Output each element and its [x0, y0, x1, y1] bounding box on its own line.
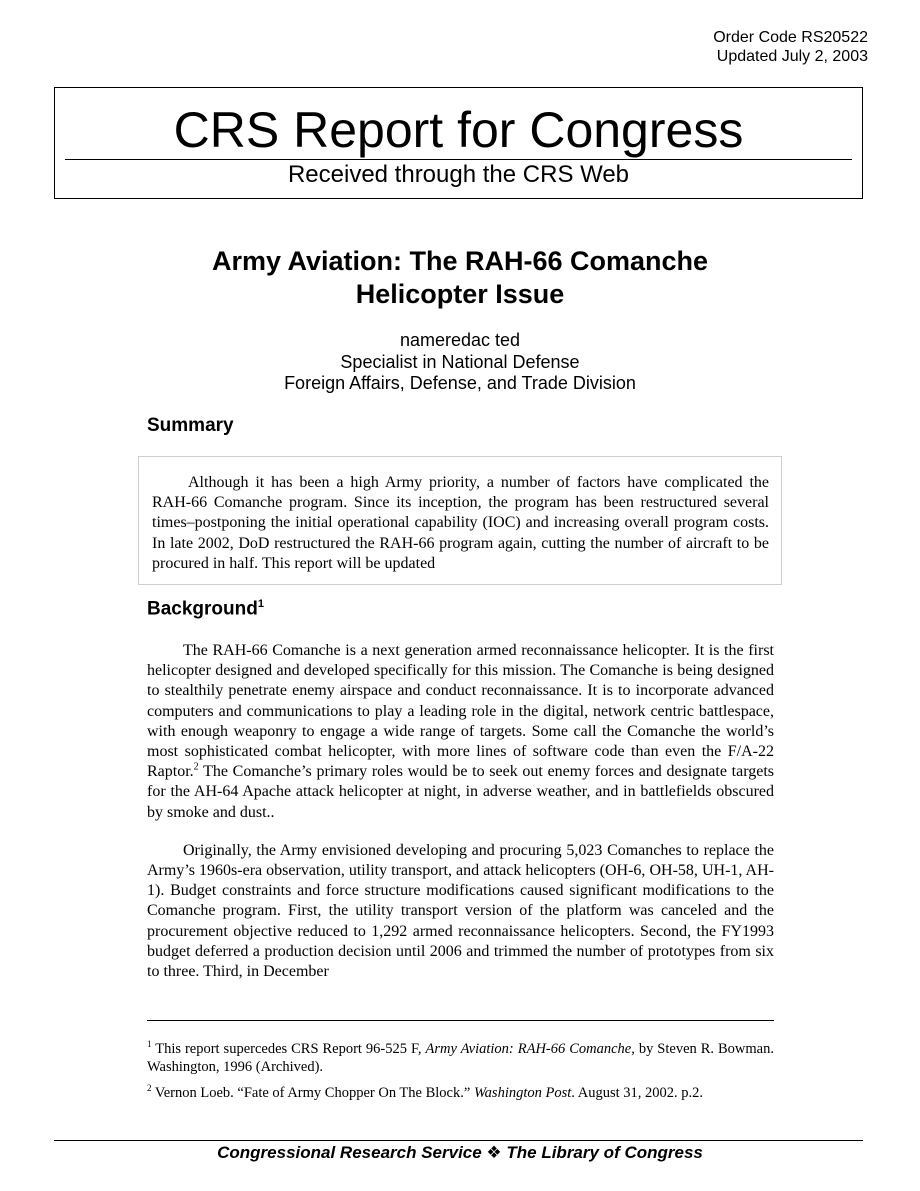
report-subtitle: Received through the CRS Web: [287, 161, 630, 188]
footnote-2-text: Vernon Loeb. “Fate of Army Chopper On The Block.”: [151, 1085, 474, 1101]
footnote-2-number: 2: [147, 1083, 152, 1094]
footnote-ref-1[interactable]: 1: [257, 598, 264, 610]
footnote-1-number: 1: [147, 1039, 152, 1050]
footnote-ref-2[interactable]: 2: [193, 761, 199, 773]
document-title-line-1: Army Aviation: The RAH-66 Comanche: [211, 246, 709, 276]
footnote-2: [147, 1084, 774, 1102]
report-header-box: [54, 87, 863, 199]
footnote-1-text-cont: , by Steven R. Bowman. Washington, 1996 (Archived).: [147, 1041, 774, 1075]
background-p1-text: The RAH-66 Comanche is a next generation armed reconnaissance helicopter. It is the first helicopter designed and developed specifically for this mission. The Comanche is being designed to stealthily penetrate enemy airspace and conduct reconnaissance. It is to incorporate advanced computers and communications to play a leading role in the digital, network centric battlespace, with enough weaponry to engage a wide range of targets. Some call the Comanche the world’s most sophisticated combat helicopter, with more lines of software code than even the F/A-22 Raptor.: [147, 642, 774, 781]
summary-heading: Summary: [147, 415, 234, 436]
background-heading-text: Background: [147, 598, 258, 620]
background-paragraph-1: [147, 641, 774, 823]
background-heading: [147, 598, 264, 620]
footer-divider: [54, 1140, 863, 1141]
updated-date: Updated July 2, 2003: [716, 48, 868, 65]
footnotes: [147, 1040, 774, 1110]
footnote-2-source: Washington Post: [473, 1085, 572, 1101]
author-role: Specialist in National Defense: [340, 351, 580, 372]
author-block: [0, 330, 920, 395]
summary-box: [138, 456, 782, 585]
document-title: [0, 245, 920, 311]
report-title: CRS Report for Congress: [173, 102, 744, 158]
background-p1-text-cont: The Comanche’s primary roles would be to seek out enemy forces and designate targets for the AH-64 Apache attack helicopter at night, in adverse weather, and in battlefields obscured by smoke and dust..: [147, 763, 774, 821]
summary-text: Although it has been a high Army priority, a number of factors have complicated the RAH-66 Comanche program. Since its inception, the program has been restructured several times–postponing the initial operational capability (IOC) and increasing overall program costs. In late 2002, DoD restructured the RAH-66 program again, cutting the number of aircraft to be procured in half. This report will be updated: [152, 474, 769, 572]
order-info: [713, 28, 868, 66]
footnote-1: [147, 1040, 774, 1076]
author-division: Foreign Affairs, Defense, and Trade Division: [284, 373, 636, 393]
footnote-divider: [147, 1020, 774, 1021]
order-code: Order Code RS20522: [713, 29, 868, 46]
background-paragraph-2: Originally, the Army envisioned developing and procuring 5,023 Comanches to replace the Army’s 1960s-era observation, utility transport, and attack helicopters (OH-6, OH-58, UH-1, AH-1). Budget constraints and force structure modifications caused significant modifications to the Comanche program. First, the utility transport version of the platform was canceled and the procurement objective reduced to 1,292 armed reconnaissance helicopters. Second, the FY1993 budget deferred a production decision until 2006 and trimmed the number of prototypes from six to three. Third, in December: [147, 841, 774, 981]
footnote-2-text-cont: . August 31, 2002. p.2.: [571, 1085, 704, 1101]
page-footer: Congressional Research Service ❖ The Library of Congress: [217, 1143, 703, 1162]
author-name: nameredac ted: [399, 330, 521, 350]
footnote-1-title: Army Aviation: RAH-66 Comanche: [425, 1041, 632, 1057]
header-divider: [65, 159, 852, 160]
background-body: [147, 641, 774, 982]
document-title-line-2: Helicopter Issue: [355, 279, 565, 309]
footnote-1-text: This report supercedes CRS Report 96-525 F,: [151, 1041, 426, 1057]
